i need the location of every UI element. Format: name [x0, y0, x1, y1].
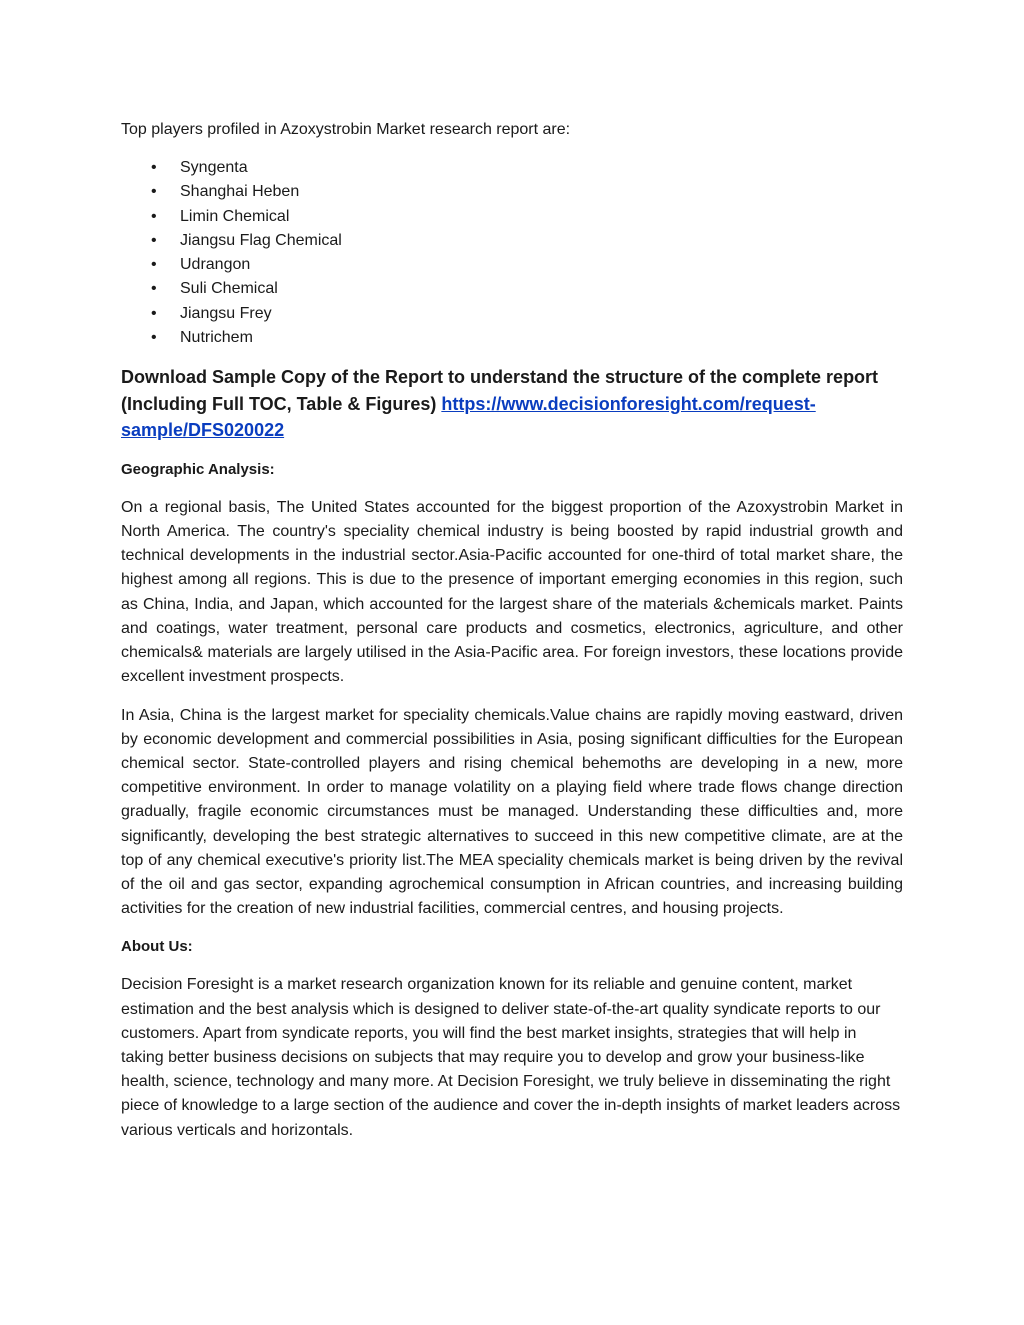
list-item: [121, 253, 903, 277]
player-name: Jiangsu Flag Chemical: [180, 231, 342, 249]
player-name: Suli Chemical: [180, 280, 278, 298]
player-name: Jiangsu Frey: [180, 304, 272, 322]
player-name: Syngenta: [180, 159, 248, 176]
document-page: [121, 118, 903, 1157]
list-item: [121, 302, 903, 326]
about-us-heading: About Us:: [121, 938, 193, 956]
list-item: [121, 205, 903, 229]
intro-text: Top players profiled in Azoxystrobin Market research report are:: [121, 121, 571, 138]
about-us-paragraph: Decision Foresight is a market research organization known for its reliable and genuine content, market estimation and the best analysis which is designed to deliver state-of-the-art quality syndicate reports to our customers. Apart from syndicate reports, you will find the best market insights, strategies that will help in taking better business decisions on subjects that may require you to develop and grow your business-like health, science, technology and many more. At Decision Foresight, we truly believe in disseminating the right piece of knowledge to a large section of the audience and cover the in-depth insights of market leaders across various verticals and horizontals.: [121, 976, 901, 1139]
download-cta: [121, 364, 903, 444]
geographic-paragraph-2: In Asia, China is the largest market for speciality chemicals.Value chains are rapidly moving eastward, driven by economic development and commercial possibilities in Asia, posing significant difficulties for the European chemical sector. State-controlled players and rising chemical behemoths are developing in a new, more competitive environment. In order to manage volatility on a playing field where trade flows change direction gradually, fragile economic circumstances must be managed. Understanding these difficulties and, more significantly, developing the best strategic alternatives to succeed in this new competitive climate, are at the top of any chemical executive's priority list.The MEA speciality chemicals market is being driven by the revival of the oil and gas sector, expanding agrochemical consumption in African countries, and increasing building activities for the creation of new industrial facilities, commercial centres, and housing projects.: [121, 706, 903, 918]
list-item: [121, 229, 903, 253]
list-item: [121, 326, 903, 350]
bullet-icon: •: [151, 329, 157, 347]
bullet-icon: •: [151, 280, 157, 298]
list-item: [121, 277, 903, 301]
bullet-icon: •: [151, 231, 157, 249]
player-name: Udrangon: [180, 256, 251, 274]
players-list: [121, 156, 903, 350]
list-item: [121, 180, 903, 204]
player-name: Limin Chemical: [180, 207, 290, 225]
cta-text: Download Sample Copy of the Report to understand the structure of the complete report (Including Full TOC, Table & Figures): [121, 367, 879, 414]
bullet-icon: •: [151, 183, 157, 201]
bullet-icon: •: [151, 256, 157, 274]
bullet-icon: •: [151, 159, 157, 176]
geographic-paragraph-1: On a regional basis, The United States accounted for the biggest proportion of the Azoxystrobin Market in North America. The country's speciality chemical industry is being boosted by rapid industrial growth and technical developments in the industrial sector.Asia-Pacific accounted for one-third of total market share, the highest among all regions. This is due to the presence of important emerging economies in this region, such as China, India, and Japan, which accounted for the largest share of the materials &chemicals market. Paints and coatings, water treatment, personal care products and cosmetics, electronics, agriculture, and other chemicals& materials are largely utilised in the Asia-Pacific area. For foreign investors, these locations provide excellent investment prospects.: [121, 498, 903, 686]
player-name: Shanghai Heben: [180, 183, 300, 201]
request-sample-link[interactable]: https://www.decisionforesight.com/request-sample/DFS020022: [121, 393, 816, 441]
bullet-icon: •: [151, 304, 157, 322]
list-item: [121, 156, 903, 180]
geographic-analysis-heading: Geographic Analysis:: [121, 460, 275, 478]
bullet-icon: •: [151, 207, 157, 225]
player-name: Nutrichem: [180, 329, 253, 347]
